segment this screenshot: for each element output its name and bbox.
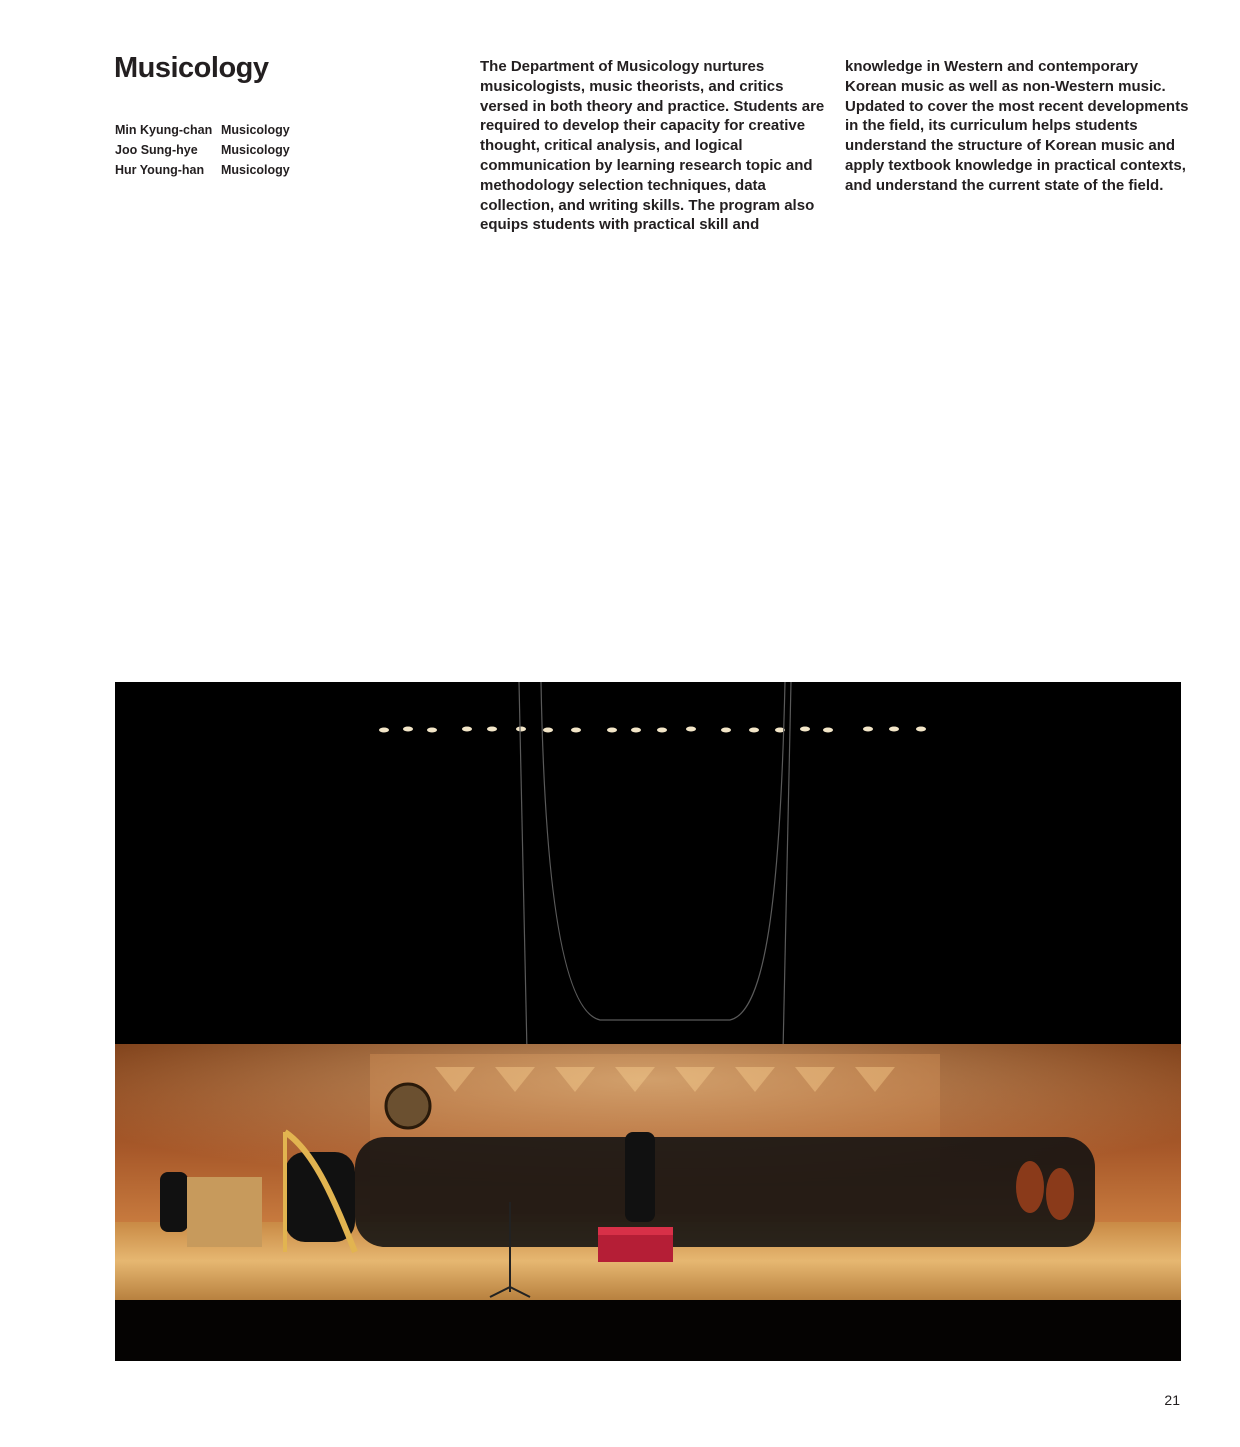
concert-photo [115,682,1181,1361]
faculty-field: Musicology [221,162,290,177]
concert-photo-illustration [115,682,1181,1361]
page-number: 21 [1164,1392,1180,1408]
faculty-list [115,121,290,180]
faculty-row [115,141,290,161]
body-text-column-1: The Department of Musicology nurtures musicologists, music theorists, and critics versed in both theory and practice. Students are required to develop their capacity for creative thought, critical analysis, and logical communication by learning research topic and methodology selection techniques, data collection, and writing skills. The program also equips students with practical skill and [480,58,825,234]
faculty-name: Joo Sung-hye [115,142,198,157]
faculty-name: Hur Young-han [115,162,205,177]
faculty-row [115,161,290,181]
faculty-field: Musicology [221,142,290,157]
faculty-row [115,121,290,141]
faculty-name: Min Kyung-chan [115,123,213,137]
body-text-column-2: knowledge in Western and contemporary Korean music as well as non-Western music. Updated to cover the most recent developments in the field, its curriculum helps students understand the structure of Korean music and apply textbook knowledge in practical contexts, and understand the current state of the field. [845,58,1189,194]
page-title: Musicology [114,52,269,84]
faculty-field: Musicology [221,123,290,137]
